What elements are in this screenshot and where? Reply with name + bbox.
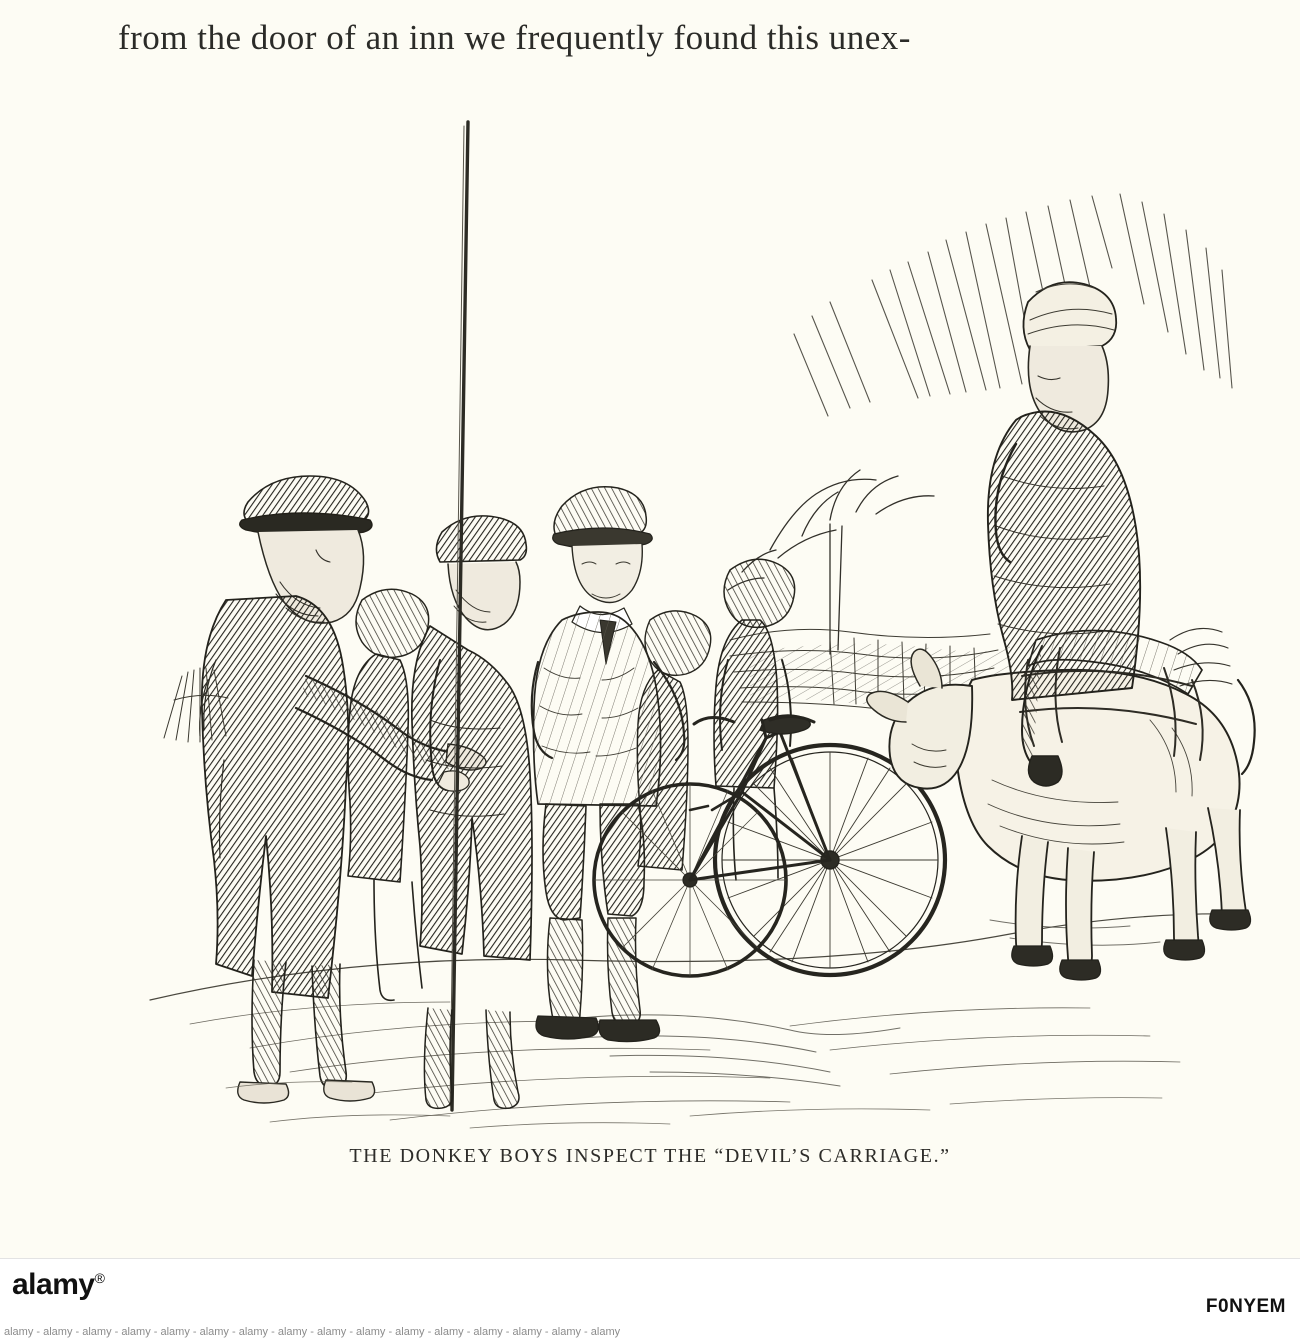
alamy-logo-text: alamy: [12, 1268, 95, 1301]
image-id-label: F0NYEM: [1205, 1296, 1286, 1317]
registered-trademark-icon: ®: [94, 1270, 105, 1286]
alamy-logo: [12, 1268, 104, 1302]
watermark-strip-text: alamy - alamy - alamy - alamy - alamy - alamy - alamy - alamy - alamy - alamy - alamy - alamy - alamy - alamy - alamy - alamy: [4, 1326, 621, 1338]
illustration-caption: THE DONKEY BOYS INSPECT THE “DEVIL’S CARRIAGE.”: [349, 1145, 951, 1167]
illustration-engraving: [130, 120, 1260, 1140]
body-text-line: from the door of an inn we frequently found this unex-: [118, 18, 911, 57]
watermark-repeat-strip: [0, 1326, 1300, 1340]
background-foliage: [794, 194, 1232, 416]
donkey-and-rider: [867, 282, 1255, 980]
rider-turban: [1023, 282, 1116, 350]
